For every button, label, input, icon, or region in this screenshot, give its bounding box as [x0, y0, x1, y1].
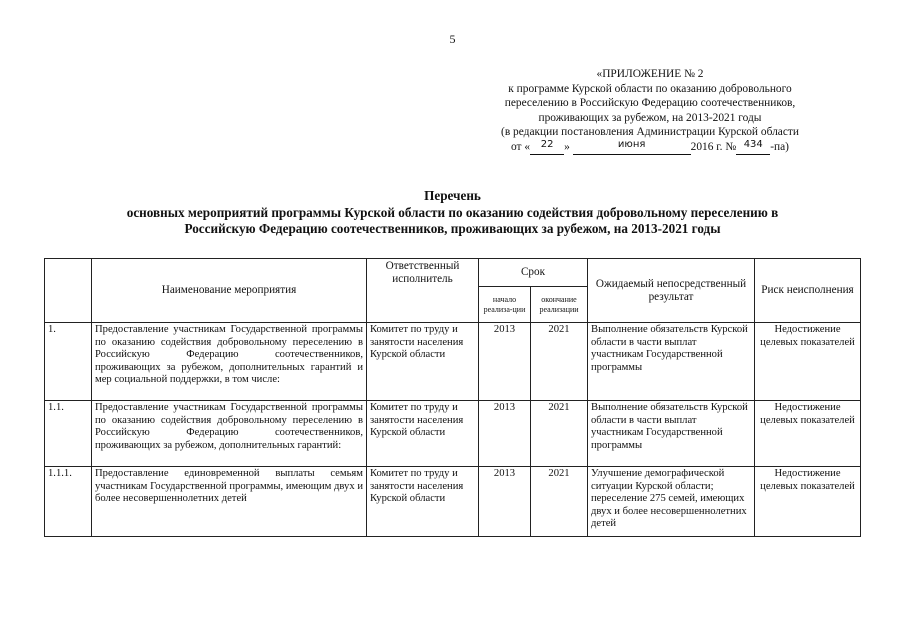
page-number: 5	[449, 32, 456, 46]
start-year: 2013	[479, 401, 531, 467]
appendix-line-3: переселению в Российскую Федерацию соотечественников,	[504, 97, 796, 109]
end-year: 2021	[531, 401, 588, 467]
appendix-header	[470, 67, 830, 155]
measure-name: Предоставление единовременной выплаты семьям участникам Государственной программы, имеющим двух и более несовершеннолетних детей	[92, 467, 367, 537]
document-title	[0, 188, 905, 238]
appendix-line-2: к программе Курской области по оказанию добровольного	[508, 82, 792, 95]
title-line-3: Российскую Федерацию соотечественников, проживающих за рубежом, на 2013-2021 годы	[184, 221, 721, 236]
expected-result: Выполнение обязательств Курской области в части выплат участникам Государственной программы	[588, 323, 755, 401]
table-row	[45, 401, 861, 467]
measures-table	[44, 258, 861, 537]
table-row	[45, 323, 861, 401]
table-row	[45, 467, 861, 537]
responsible-executor: Комитет по труду и занятости населения Курской области	[367, 467, 479, 537]
row-number: 1.1.1.	[45, 467, 92, 537]
start-year: 2013	[479, 467, 531, 537]
title-line-1: Перечень	[424, 188, 481, 203]
end-year: 2021	[531, 467, 588, 537]
appendix-line-1: «ПРИЛОЖЕНИЕ № 2	[596, 68, 704, 80]
responsible-executor: Комитет по труду и занятости населения Курской области	[367, 323, 479, 401]
expected-result: Улучшение демографической ситуации Курской области; переселение 275 семей, имеющих двух и более несовершеннолетних детей	[588, 467, 755, 537]
appendix-date-line	[470, 140, 830, 155]
title-line-2: основных мероприятий программы Курской области по оказанию содействия добровольному переселению в	[126, 204, 779, 220]
header-term: Срок	[479, 259, 588, 287]
date-mid: »	[564, 140, 570, 153]
year-part: 2016 г. №	[690, 140, 737, 153]
row-number: 1.	[45, 323, 92, 401]
responsible-executor: Комитет по труду и занятости населения Курской области	[367, 401, 479, 467]
number-suffix: -па)	[770, 140, 789, 153]
handwritten-number: 434	[743, 138, 763, 150]
date-prefix: от «	[511, 140, 531, 153]
start-year: 2013	[479, 323, 531, 401]
row-number: 1.1.	[45, 401, 92, 467]
header-end: окончание реализации	[531, 287, 588, 323]
header-result: Ожидаемый непосредственный результат	[588, 259, 755, 323]
appendix-line-5: (в редакции постановления Администрации Курской области	[501, 126, 799, 138]
expected-result: Выполнение обязательств Курской области в части выплат участникам Государственной программы	[588, 401, 755, 467]
measure-name: Предоставление участникам Государственной программы по оказанию содействия добровольному переселению в Российскую Федерацию соотечественников, проживающих за рубежом, дополнительных гарантий:	[92, 401, 367, 467]
handwritten-month: июня	[617, 138, 646, 150]
header-number	[45, 259, 92, 323]
header-name: Наименование мероприятия	[92, 259, 367, 323]
appendix-line-4: проживающих за рубежом, на 2013-2021 годы	[538, 111, 762, 124]
non-fulfillment-risk: Недостижение целевых показателей	[755, 323, 861, 401]
non-fulfillment-risk: Недостижение целевых показателей	[755, 401, 861, 467]
handwritten-day: 22	[540, 138, 554, 150]
header-start: начало реализа-ции	[479, 287, 531, 323]
measure-name: Предоставление участникам Государственной программы по оказанию содействия добровольному переселению в Российскую Федерацию соотечественников, проживающих за рубежом, дополнительных гарантий и мер социальной поддержки, в том числе:	[92, 323, 367, 401]
non-fulfillment-risk: Недостижение целевых показателей	[755, 467, 861, 537]
end-year: 2021	[531, 323, 588, 401]
header-executor: Ответственный исполнитель	[367, 259, 479, 323]
header-risk: Риск неисполнения	[755, 259, 861, 323]
